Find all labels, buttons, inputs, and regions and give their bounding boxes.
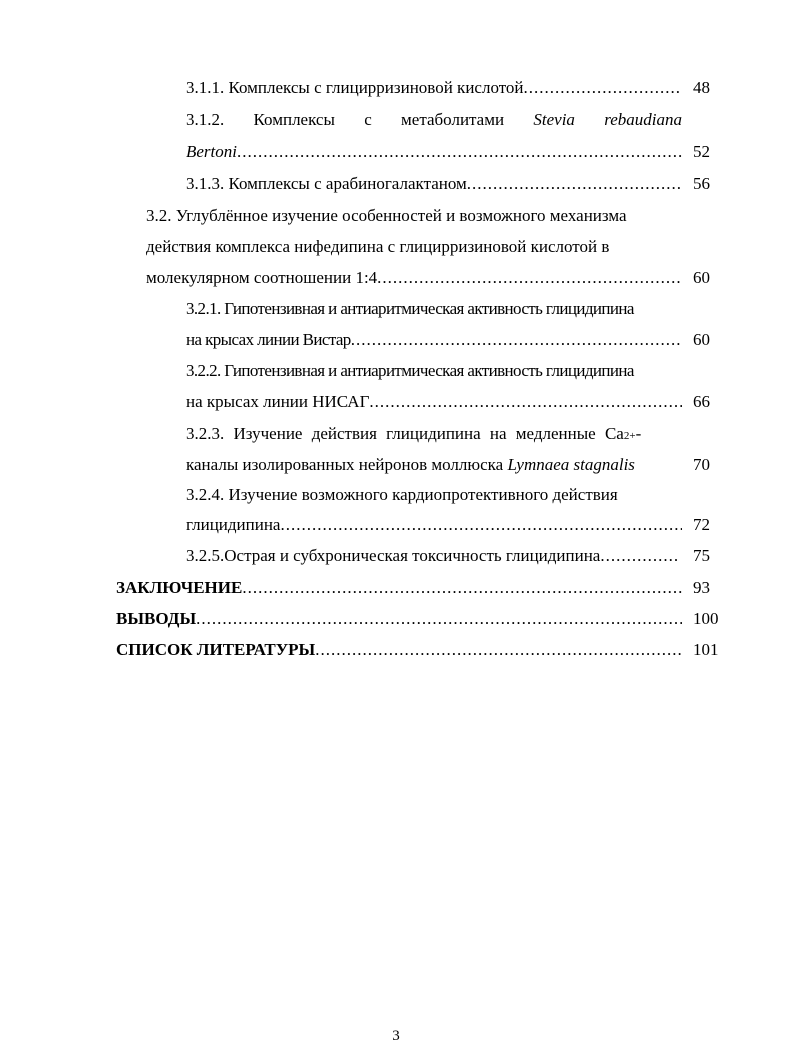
toc-entry-3-2-line2 bbox=[0, 237, 792, 261]
toc-entry-label: 3.1.1. Комплексы с глицирризиновой кислотой bbox=[186, 78, 524, 97]
toc-page-number: 75 bbox=[693, 546, 710, 565]
toc-entry-conclusion bbox=[0, 578, 792, 602]
toc-page-number: 66 bbox=[693, 392, 710, 411]
dot-leader bbox=[467, 174, 682, 194]
toc-entry-label: ЗАКЛЮЧЕНИЕ bbox=[116, 578, 243, 597]
toc-entry-label: 3.2.3. Изучение действия глицидипина на медленные Ca bbox=[186, 424, 624, 443]
toc-entry-3-2-3-line2 bbox=[0, 455, 792, 479]
hyphen: - bbox=[635, 424, 642, 443]
toc-entry-label: 3.2.4. Изучение возможного кардиопротективного действия bbox=[186, 485, 618, 504]
toc-entry-label: на крысах линии Вистар bbox=[186, 330, 351, 349]
toc-page-number: 93 bbox=[693, 578, 710, 597]
dot-leader bbox=[315, 640, 682, 660]
toc-entry-3-2-2-line2 bbox=[0, 392, 792, 416]
toc-word: Комплексы bbox=[253, 110, 335, 129]
toc-word: 3.1.2. bbox=[186, 110, 225, 129]
dot-leader bbox=[280, 515, 682, 535]
toc-entry-label: 3.2. Углублённое изучение особенностей и возможного механизма bbox=[146, 206, 627, 225]
toc-entry-findings bbox=[0, 609, 792, 633]
toc-page-number: 100 bbox=[693, 609, 719, 628]
toc-entry-label: 3.2.5.Острая и субхроническая токсичность глицидипина bbox=[186, 546, 601, 565]
toc-entry-3-2-4-line1 bbox=[0, 485, 792, 509]
toc-word-italic: rebaudiana bbox=[604, 110, 682, 129]
dot-leader bbox=[377, 268, 682, 288]
toc-entry-3-2-5 bbox=[0, 546, 792, 570]
toc-entry-3-1-3 bbox=[0, 174, 792, 198]
toc-page-number: 72 bbox=[693, 515, 710, 534]
toc-word: метаболитами bbox=[401, 110, 505, 129]
dot-leader bbox=[237, 142, 682, 162]
toc-entry-3-1-1 bbox=[0, 78, 792, 102]
toc-entry-label: 3.2.1. Гипотензивная и антиаритмическая активность глицидипина bbox=[186, 299, 634, 318]
toc-entry-label: СПИСОК ЛИТЕРАТУРЫ bbox=[116, 640, 316, 659]
dot-leader bbox=[369, 392, 682, 412]
toc-page-number: 56 bbox=[693, 174, 710, 193]
toc-word-italic: Stevia bbox=[533, 110, 575, 129]
toc-entry-label: молекулярном соотношении 1:4 bbox=[146, 268, 378, 287]
toc-entry-references bbox=[0, 640, 792, 664]
page-number: 3 bbox=[392, 1028, 400, 1044]
toc-entry-label: ВЫВОДЫ bbox=[116, 609, 197, 628]
toc-entry-3-1-2 bbox=[0, 110, 792, 134]
toc-entry-label: глицидипина bbox=[186, 515, 281, 534]
toc-entry-3-2-2-line1 bbox=[0, 361, 792, 385]
species-name: Lymnaea stagnalis bbox=[507, 455, 635, 474]
toc-entry-3-2-line3 bbox=[0, 268, 792, 292]
toc-page-number: 70 bbox=[693, 455, 710, 474]
toc-entry-label: каналы изолированных нейронов моллюска bbox=[186, 455, 508, 474]
dot-leader bbox=[524, 78, 682, 98]
toc-page-number: 60 bbox=[693, 330, 710, 349]
toc-entry-label: Bertoni bbox=[186, 142, 237, 161]
toc-entry-3-2-4-line2 bbox=[0, 515, 792, 539]
dot-leader bbox=[600, 546, 680, 566]
toc-entry-label: 3.2.2. Гипотензивная и антиаритмическая активность глицидипина bbox=[186, 361, 634, 380]
toc-entry-3-2-1-line2 bbox=[0, 330, 792, 354]
toc-entry-3-2-3-line1 bbox=[0, 424, 792, 448]
toc-entry-label: на крысах линии НИСАГ bbox=[186, 392, 370, 411]
toc-page-number: 60 bbox=[693, 268, 710, 287]
toc-page-number: 48 bbox=[693, 78, 710, 97]
toc-word: с bbox=[364, 110, 372, 129]
superscript: 2+ bbox=[623, 430, 636, 442]
toc-entry-3-2-1-line1 bbox=[0, 299, 792, 323]
dot-leader bbox=[242, 578, 682, 598]
dot-leader bbox=[351, 330, 682, 350]
toc-entry-3-2-line1 bbox=[0, 206, 792, 230]
toc-entry-3-1-2-continued bbox=[0, 142, 792, 166]
toc-entry-label: 3.1.3. Комплексы с арабиногалактаном bbox=[186, 174, 467, 193]
toc-entry-label: действия комплекса нифедипина с глицирризиновой кислотой в bbox=[146, 237, 610, 256]
toc-page-number: 101 bbox=[693, 640, 719, 659]
dot-leader bbox=[196, 609, 682, 629]
toc-page-number: 52 bbox=[693, 142, 710, 161]
